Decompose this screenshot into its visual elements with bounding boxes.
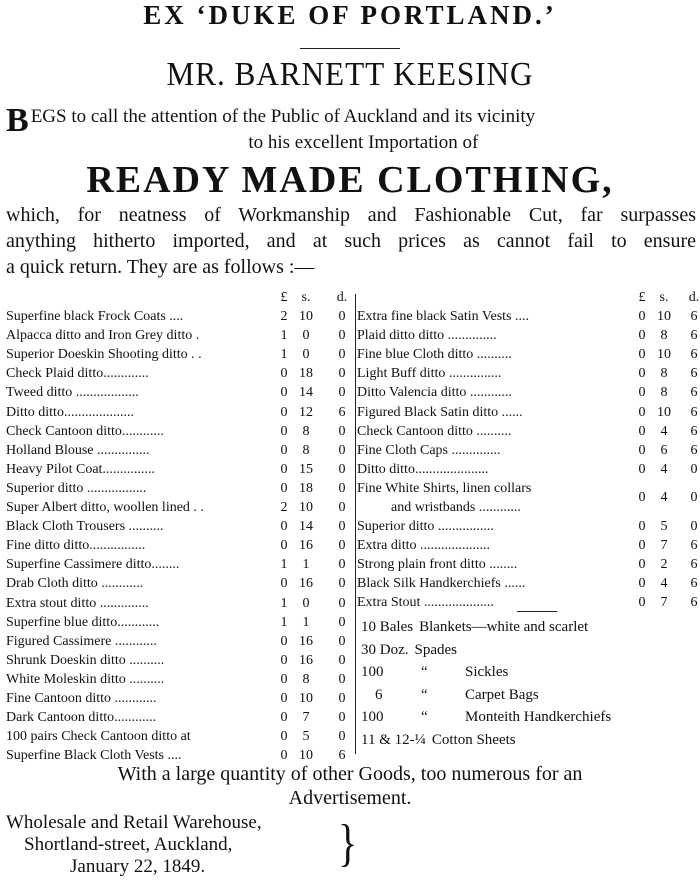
item-name-text: Fine Cantoon ditto ............ (6, 690, 157, 706)
shillings-value: 7 (660, 595, 668, 611)
price-row (357, 555, 698, 574)
shillings-value: 14 (299, 385, 313, 401)
pounds-value: 1 (280, 328, 288, 344)
item-name (6, 441, 276, 460)
pence-value: 0 (338, 309, 346, 325)
pence-value: 6 (690, 404, 698, 420)
item-name (6, 498, 276, 517)
price-row (6, 307, 354, 326)
shillings-value: 10 (299, 309, 313, 325)
pence-value: 6 (690, 538, 698, 554)
intro-line-1: EGS to call the attention of the Public of Auckland and its vicinity (30, 106, 536, 127)
price-row (6, 517, 354, 536)
pounds-value: 0 (638, 518, 646, 534)
item-name-text: Black Silk Handkerchiefs ...... (357, 576, 526, 592)
price-row (6, 555, 354, 574)
description-line-3: a quick return. They are as follows :— (6, 256, 315, 278)
shillings-value: 8 (302, 671, 310, 687)
pence-value: 0 (338, 385, 346, 401)
pounds-value: 0 (638, 366, 646, 382)
price-row (6, 574, 354, 593)
pence-value: 0 (338, 500, 346, 516)
item-name (6, 555, 276, 574)
item-name (6, 594, 276, 613)
item-name-text: Ditto ditto.................... (6, 404, 134, 420)
merchant-name: MR. BARNETT KEESING (166, 56, 534, 93)
closing-note (20, 762, 680, 810)
drop-cap: B (6, 102, 29, 139)
goods-quantity: 11 & 12-¼ (361, 731, 426, 748)
price-row (6, 422, 354, 441)
shillings-value: 16 (299, 652, 313, 668)
item-name-text: Check Cantoon ditto............ (6, 423, 164, 439)
shillings-value: 7 (660, 538, 668, 554)
item-name (357, 422, 629, 441)
pounds-value: 0 (280, 710, 288, 726)
goods-item (361, 706, 691, 729)
goods-item (361, 684, 691, 707)
pounds-value: 0 (638, 442, 646, 458)
price-row (6, 345, 354, 364)
item-name (6, 326, 276, 345)
price-row (357, 364, 698, 383)
closing-line-2: Advertisement. (288, 787, 412, 809)
pence-value: 0 (338, 710, 346, 726)
goods-separator (517, 611, 557, 612)
goods-item (361, 729, 691, 752)
price-row (6, 403, 354, 422)
shillings-value: 0 (302, 595, 310, 611)
goods-description: Monteith Handkerchiefs (465, 709, 612, 726)
item-name-text: 100 pairs Check Cantoon ditto at (6, 729, 191, 745)
shillings-value: 8 (302, 423, 310, 439)
pence-value: 0 (338, 366, 346, 382)
item-name (6, 708, 276, 727)
shillings-value: 14 (299, 519, 313, 535)
ship-heading: EX ‘DUKE OF PORTLAND.’ (143, 0, 557, 30)
shillings-value: 5 (660, 518, 668, 534)
item-name-text: Figured Cassimere ............ (6, 633, 157, 649)
ditto-mark: “ (421, 709, 428, 726)
shillings-header: s. (659, 290, 669, 305)
shillings-value: 6 (660, 442, 668, 458)
item-name-text: Extra fine black Satin Vests .... (357, 309, 529, 325)
pounds-value: 0 (638, 328, 646, 344)
item-name-text: Plaid ditto ditto .............. (357, 328, 497, 344)
shillings-value: 8 (660, 366, 668, 382)
pounds-value: 0 (638, 489, 646, 505)
pence-value: 0 (338, 538, 346, 554)
pence-value: 0 (338, 423, 346, 439)
pounds-value: 0 (280, 366, 288, 382)
item-name (357, 555, 629, 574)
item-name (6, 460, 276, 479)
pounds-value: 0 (280, 480, 288, 496)
item-name-text: Strong plain front ditto ........ (357, 557, 518, 573)
goods-quantity: 100 (361, 664, 384, 681)
pounds-value: 1 (280, 614, 288, 630)
price-row (6, 326, 354, 345)
price-row (357, 479, 698, 517)
item-name-text: Holland Blouse ............... (6, 442, 150, 458)
pence-value: 6 (690, 347, 698, 363)
pounds-header: £ (280, 290, 288, 305)
shillings-value: 1 (302, 614, 310, 630)
pounds-value: 0 (280, 385, 288, 401)
pence-value: 0 (338, 461, 346, 477)
item-name-text: Fine Cloth Caps .............. (357, 442, 501, 458)
shillings-value: 8 (302, 442, 310, 458)
currency-header (6, 288, 354, 307)
price-row (357, 403, 698, 422)
pence-value: 0 (338, 328, 346, 344)
item-name (357, 460, 629, 479)
price-row (6, 383, 354, 402)
price-row (6, 689, 354, 708)
item-name-text: Extra stout ditto .............. (6, 595, 149, 611)
item-name-text: Figured Black Satin ditto ...... (357, 404, 523, 420)
goods-quantity: 6 (375, 686, 383, 703)
shillings-value: 18 (299, 366, 313, 382)
item-name-text: Superfine Black Cloth Vests .... (6, 748, 182, 764)
column-divider (355, 294, 356, 754)
item-name (6, 651, 276, 670)
item-name (357, 536, 629, 555)
shillings-value: 16 (299, 633, 313, 649)
pounds-value: 1 (280, 595, 288, 611)
item-name-text: Extra Stout .................... (357, 595, 494, 611)
goods-item (361, 616, 691, 639)
shillings-value: 10 (657, 404, 671, 420)
goods-quantity: 30 Doz. (361, 641, 409, 658)
item-name-text: Alpacca ditto and Iron Grey ditto . (6, 328, 200, 344)
item-name-text: Superfine Cassimere ditto........ (6, 557, 180, 573)
pence-value: 6 (338, 404, 346, 420)
item-name (357, 383, 629, 402)
item-name (6, 307, 276, 326)
item-name-text: White Moleskin ditto .......... (6, 671, 165, 687)
pounds-value: 0 (280, 519, 288, 535)
item-name-text: Superfine blue ditto............ (6, 614, 160, 630)
pence-value: 0 (690, 489, 698, 505)
pence-value: 0 (690, 518, 698, 534)
item-name-text: Extra ditto .................... (357, 538, 490, 554)
item-name-text: Fine blue Cloth ditto .......... (357, 347, 512, 363)
price-row (6, 498, 354, 517)
item-name (6, 689, 276, 708)
price-row (6, 613, 354, 632)
price-row (6, 632, 354, 651)
price-row (6, 594, 354, 613)
pence-value: 0 (338, 633, 346, 649)
item-name (6, 613, 276, 632)
shillings-value: 16 (299, 576, 313, 592)
closing-line-1: With a large quantity of other Goods, too numerous for an (117, 763, 583, 785)
price-row (357, 422, 698, 441)
pounds-value: 0 (638, 423, 646, 439)
currency-header (357, 288, 698, 307)
item-name-text: Black Cloth Trousers .......... (6, 519, 164, 535)
pence-value: 6 (338, 748, 346, 764)
product-heading: READY MADE CLOTHING, (86, 159, 614, 201)
title-rule (300, 48, 400, 49)
item-name (6, 536, 276, 555)
description-line-2: anything hitherto imported, and at such prices as cannot fail to ensure (6, 230, 696, 252)
item-name (357, 326, 629, 345)
pence-value: 6 (690, 309, 698, 325)
shillings-value: 15 (299, 461, 313, 477)
pounds-value: 0 (280, 576, 288, 592)
price-row (6, 727, 354, 746)
item-name (6, 727, 276, 746)
item-name (6, 632, 276, 651)
address-block (6, 812, 262, 878)
item-name (357, 307, 629, 326)
pounds-value: 0 (638, 538, 646, 554)
right-price-column (357, 288, 700, 748)
brace-mark: } (338, 813, 358, 872)
item-name (6, 670, 276, 689)
shillings-value: 2 (660, 557, 668, 573)
item-name-text: Superior Doeskin Shooting ditto . . (6, 347, 202, 363)
pounds-value: 0 (638, 404, 646, 420)
item-name-text: Superior ditto ................. (6, 480, 147, 496)
shillings-value: 0 (302, 347, 310, 363)
shillings-value: 10 (299, 500, 313, 516)
other-goods-list (361, 616, 691, 752)
item-name-text: Shrunk Doeskin ditto .......... (6, 652, 165, 668)
goods-description: Blankets—white and scarlet (419, 619, 589, 635)
pounds-value: 0 (280, 652, 288, 668)
item-name-text: Fine White Shirts, linen collars (357, 480, 532, 496)
pounds-value: 0 (638, 557, 646, 573)
goods-description: Sickles (465, 664, 509, 681)
intro-paragraph (6, 104, 696, 156)
pence-value: 0 (338, 557, 346, 573)
pence-value: 0 (338, 576, 346, 592)
item-name-text: Fine ditto ditto................ (6, 538, 146, 554)
pounds-value: 0 (638, 347, 646, 363)
shillings-value: 10 (657, 347, 671, 363)
price-row (357, 326, 698, 345)
item-name (6, 364, 276, 383)
shillings-value: 4 (660, 461, 668, 477)
price-row (6, 441, 354, 460)
item-name (357, 593, 629, 612)
left-price-column (6, 288, 354, 765)
goods-quantity: 10 Bales (361, 619, 414, 635)
pounds-value: 0 (638, 576, 646, 592)
price-row (357, 307, 698, 326)
pence-value: 0 (690, 461, 698, 477)
price-row (6, 651, 354, 670)
pounds-value: 0 (280, 423, 288, 439)
shillings-value: 12 (299, 404, 313, 420)
pounds-value: 2 (280, 500, 288, 516)
pence-value: 0 (338, 614, 346, 630)
price-row (6, 479, 354, 498)
item-name (6, 403, 276, 422)
pounds-value: 0 (638, 461, 646, 477)
price-row (357, 517, 698, 536)
item-name (6, 345, 276, 364)
price-row (357, 536, 698, 555)
shillings-value: 0 (302, 328, 310, 344)
shillings-value: 16 (299, 538, 313, 554)
price-row (357, 345, 698, 364)
shillings-value: 10 (299, 690, 313, 706)
item-name-text: Superfine black Frock Coats .... (6, 309, 184, 325)
pounds-value: 0 (638, 309, 646, 325)
pence-value: 6 (690, 366, 698, 382)
pounds-value: 0 (638, 595, 646, 611)
pounds-value: 0 (280, 748, 288, 764)
pence-value: 6 (690, 595, 698, 611)
ditto-mark: “ (421, 664, 428, 681)
item-name (357, 345, 629, 364)
pence-header: d. (336, 290, 348, 305)
item-name-text: Superior ditto ................ (357, 518, 494, 534)
shillings-value: 7 (302, 710, 310, 726)
price-row (6, 708, 354, 727)
pence-header: d. (688, 290, 700, 305)
item-name (6, 383, 276, 402)
item-name-text: Light Buff ditto ............... (357, 366, 502, 382)
price-row (357, 383, 698, 402)
pence-value: 6 (690, 328, 698, 344)
item-name-text: Check Cantoon ditto .......... (357, 423, 512, 439)
item-name (6, 517, 276, 536)
pounds-value: 1 (280, 347, 288, 363)
goods-item (361, 661, 691, 684)
pounds-value: 1 (280, 557, 288, 573)
pence-value: 0 (338, 671, 346, 687)
pounds-header: £ (638, 290, 646, 305)
shillings-value: 10 (299, 748, 313, 764)
price-row (6, 536, 354, 555)
pence-value: 6 (690, 576, 698, 592)
item-name (6, 574, 276, 593)
item-name (357, 574, 629, 593)
shillings-value: 5 (302, 729, 310, 745)
goods-description: Carpet Bags (465, 686, 539, 703)
price-row (6, 670, 354, 689)
price-row (357, 593, 698, 612)
item-name (357, 479, 629, 517)
price-row (357, 460, 698, 479)
shillings-value: 8 (660, 328, 668, 344)
pence-value: 0 (338, 595, 346, 611)
item-name-text: Ditto Valencia ditto ............ (357, 385, 512, 401)
item-name-text: Tweed ditto .................. (6, 385, 139, 401)
pence-value: 6 (690, 442, 698, 458)
pounds-value: 0 (280, 690, 288, 706)
pounds-value: 2 (280, 309, 288, 325)
shillings-value: 4 (660, 423, 668, 439)
item-name (357, 441, 629, 460)
description-paragraph (6, 202, 696, 280)
shillings-value: 10 (657, 309, 671, 325)
pence-value: 6 (690, 423, 698, 439)
price-row (357, 574, 698, 593)
item-name (6, 422, 276, 441)
pounds-value: 0 (280, 729, 288, 745)
item-name (357, 364, 629, 383)
pence-value: 0 (338, 652, 346, 668)
item-name-text: Drab Cloth ditto ............ (6, 576, 144, 592)
pence-value: 0 (338, 690, 346, 706)
shillings-value: 1 (302, 557, 310, 573)
address-line-2: Shortland-street, Auckland, (24, 834, 233, 855)
pence-value: 0 (338, 519, 346, 535)
goods-item (361, 639, 691, 662)
pounds-value: 0 (280, 461, 288, 477)
shillings-value: 4 (660, 576, 668, 592)
shillings-value: 18 (299, 480, 313, 496)
goods-description: Spades (414, 641, 457, 658)
item-name (6, 479, 276, 498)
pence-value: 0 (338, 729, 346, 745)
price-row (6, 460, 354, 479)
intro-line-2: to his excellent Importation of (248, 132, 479, 153)
address-line-1: Wholesale and Retail Warehouse, (6, 812, 262, 833)
pence-value: 0 (338, 442, 346, 458)
pence-value: 0 (338, 347, 346, 363)
item-name-continued: and wristbands ............ (391, 499, 521, 515)
item-name-text: Heavy Pilot Coat............... (6, 461, 155, 477)
pounds-value: 0 (280, 442, 288, 458)
price-row (357, 441, 698, 460)
ditto-mark: “ (421, 686, 428, 703)
pounds-value: 0 (280, 404, 288, 420)
item-name (357, 517, 629, 536)
pence-value: 6 (690, 385, 698, 401)
item-name-text: Dark Cantoon ditto............ (6, 710, 157, 726)
shillings-value: 8 (660, 385, 668, 401)
item-name-text: Super Albert ditto, woollen lined . . (6, 500, 204, 516)
goods-description: Cotton Sheets (431, 731, 516, 748)
shillings-value: 4 (660, 489, 668, 505)
pounds-value: 0 (280, 538, 288, 554)
goods-quantity: 100 (361, 709, 384, 726)
item-name (357, 403, 629, 422)
pence-value: 0 (338, 480, 346, 496)
pounds-value: 0 (280, 633, 288, 649)
price-row (6, 364, 354, 383)
pounds-value: 0 (638, 385, 646, 401)
item-name-text: Check Plaid ditto............. (6, 366, 149, 382)
pence-value: 6 (690, 557, 698, 573)
description-line-1: which, for neatness of Workmanship and Fashionable Cut, far surpasses (6, 204, 696, 226)
shillings-header: s. (301, 290, 311, 305)
address-date: January 22, 1849. (70, 856, 206, 877)
item-name-text: Ditto ditto..................... (357, 461, 489, 477)
pounds-value: 0 (280, 671, 288, 687)
